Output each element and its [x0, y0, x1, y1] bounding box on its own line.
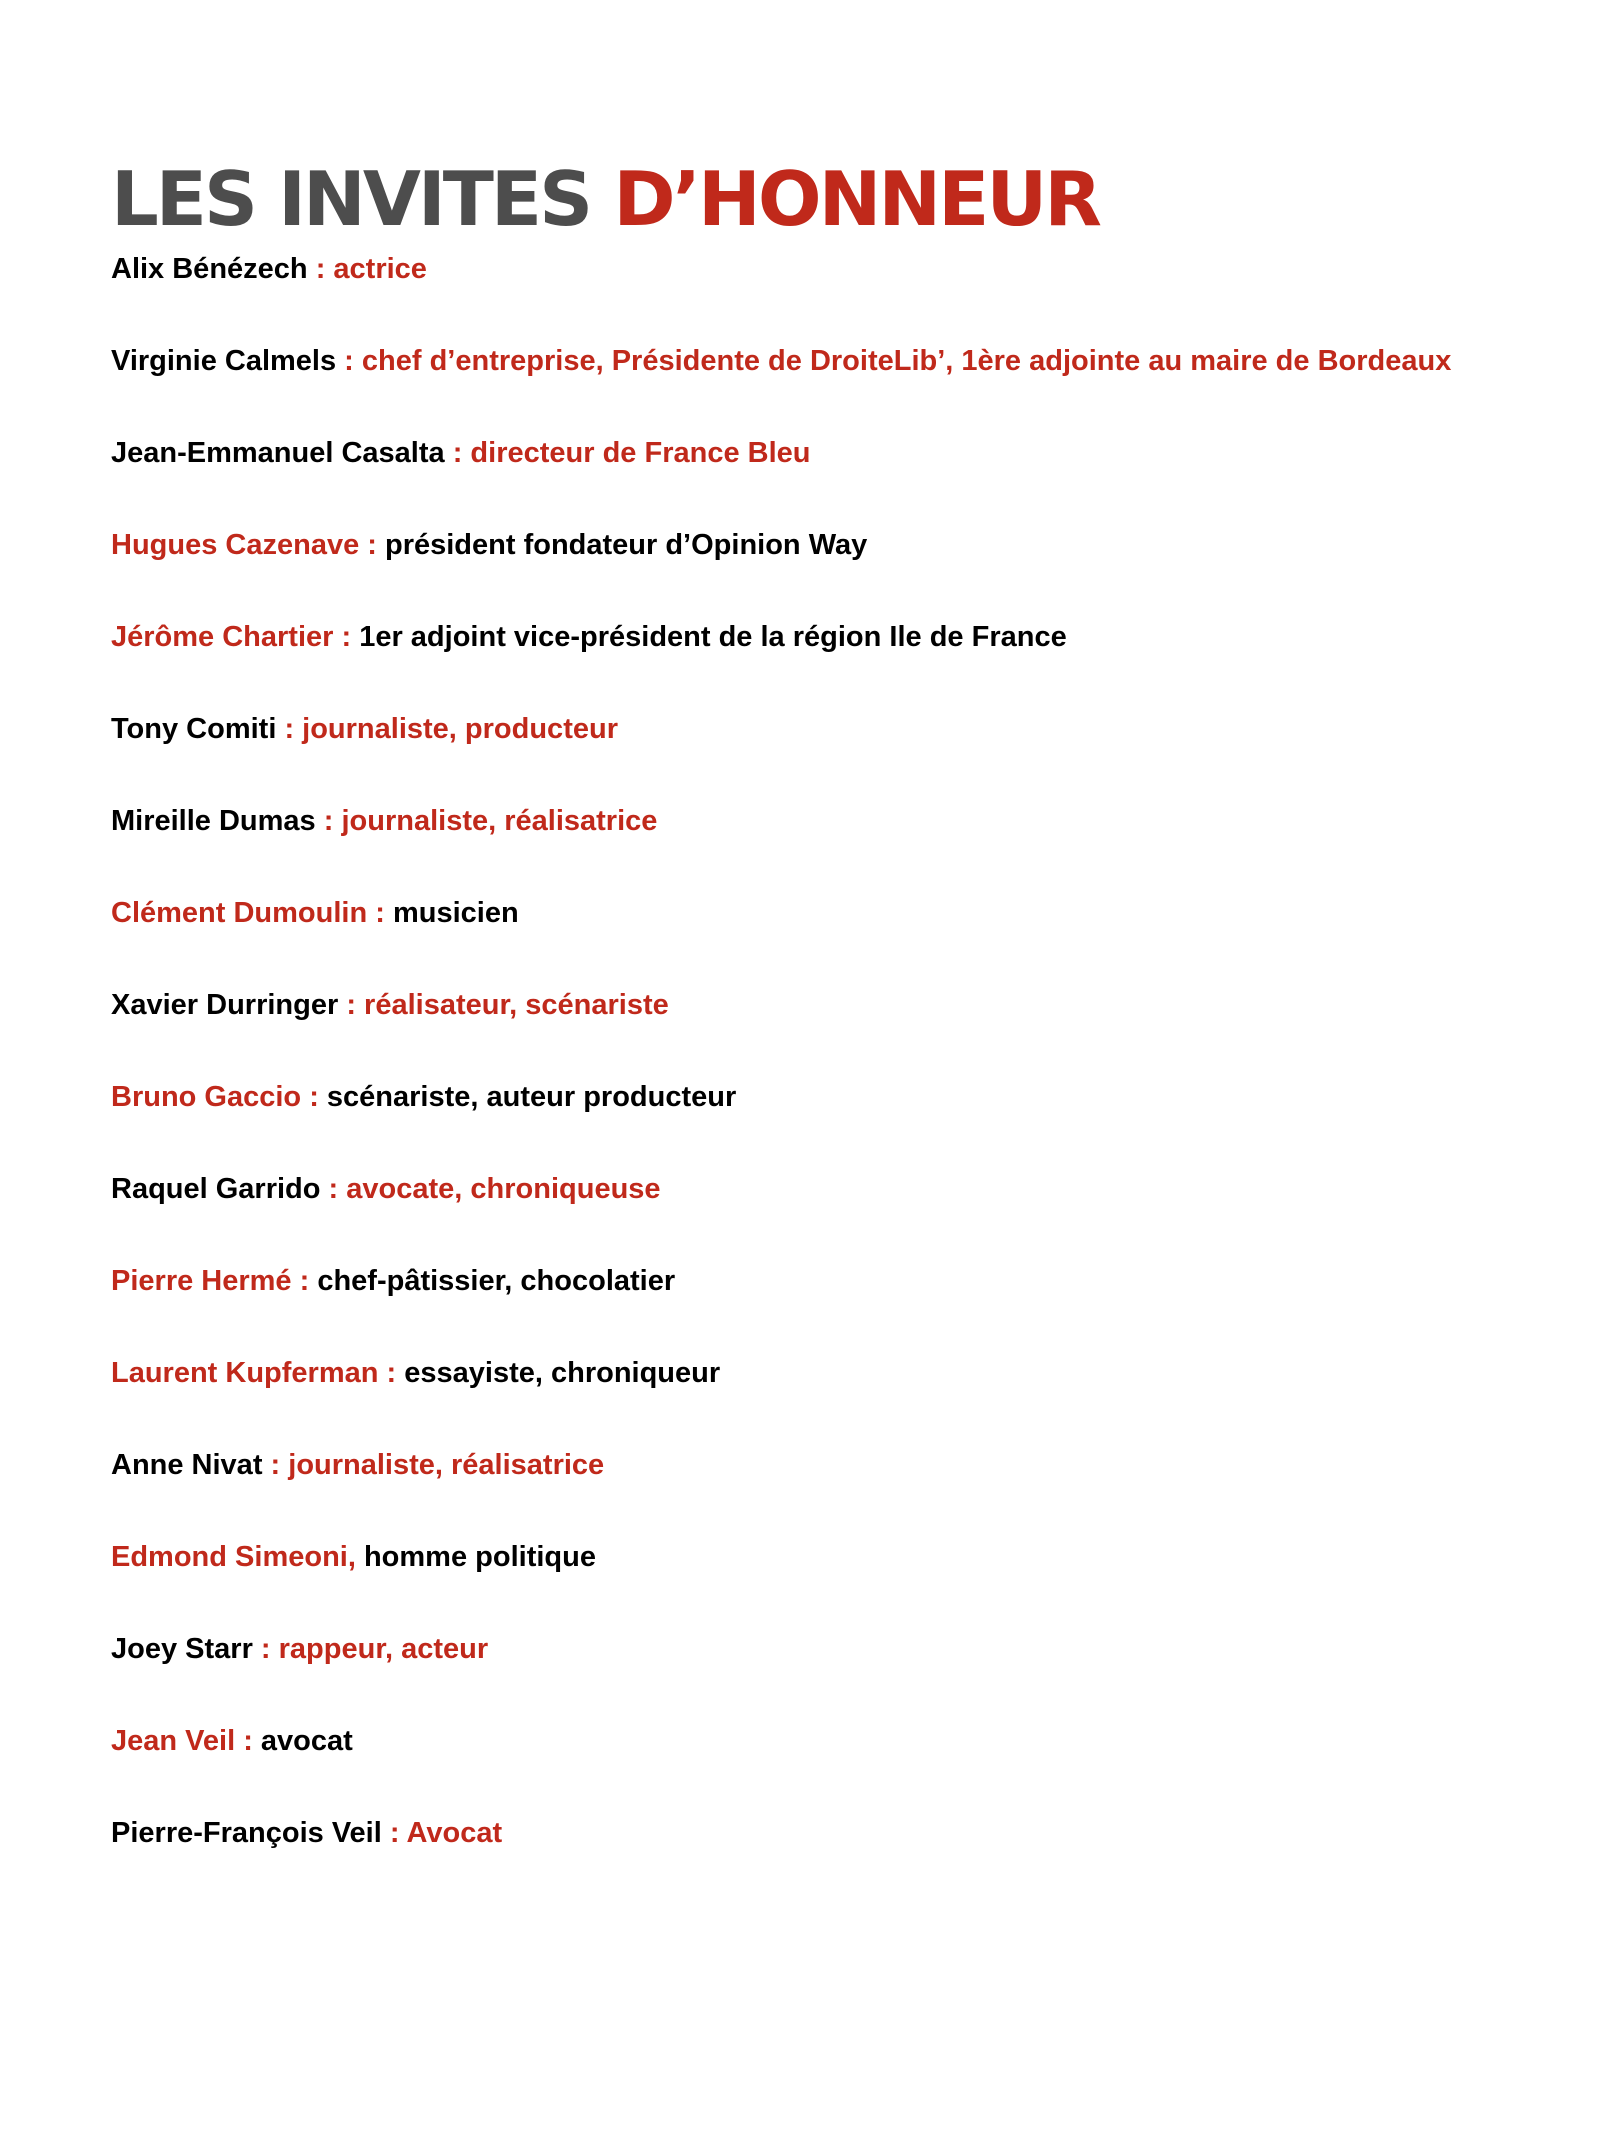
guest-role: musicien	[392, 897, 519, 929]
guest-role: : Avocat	[381, 1817, 503, 1849]
guest-name: Jean Veil :	[111, 1725, 261, 1757]
guest-name: Alix Bénézech	[111, 253, 308, 285]
guest-entry	[111, 432, 1491, 474]
guest-entry	[111, 1536, 1491, 1578]
guest-name: Pierre-François Veil	[111, 1817, 382, 1849]
guest-entry	[111, 1076, 1491, 1118]
guest-entry	[111, 1352, 1491, 1394]
guest-entry	[111, 524, 1491, 566]
guest-name: Hugues Cazenave :	[111, 529, 385, 561]
guest-entry	[111, 708, 1491, 750]
guest-name: Mireille Dumas	[111, 805, 316, 837]
guest-role: : avocate, chroniqueuse	[320, 1173, 661, 1205]
guest-entry	[111, 800, 1491, 842]
guest-name: Joey Starr	[111, 1633, 253, 1665]
title-part-gray: LES INVITES	[111, 155, 591, 243]
guest-role: chef-pâtissier, chocolatier	[317, 1265, 676, 1297]
guest-name: Edmond Simeoni,	[111, 1541, 364, 1573]
guest-entry	[111, 340, 1491, 382]
guest-name: Tony Comiti	[111, 713, 277, 745]
title-part-red: D’HONNEUR	[613, 155, 1100, 243]
guest-role: : journaliste, producteur	[276, 713, 618, 745]
guest-name: Jérôme Chartier :	[111, 621, 360, 653]
guest-entry	[111, 248, 1491, 290]
guest-entry	[111, 1812, 1491, 1854]
guest-name: Clément Dumoulin :	[111, 897, 393, 929]
guest-role: président fondateur d’Opinion Way	[384, 529, 868, 561]
document-page	[111, 150, 1491, 1904]
guest-list	[111, 248, 1491, 1854]
guest-entry	[111, 1260, 1491, 1302]
guest-name: Pierre Hermé :	[111, 1265, 318, 1297]
guest-name: Xavier Durringer	[111, 989, 339, 1021]
guest-entry	[111, 984, 1491, 1026]
guest-role: : journaliste, réalisatrice	[262, 1449, 605, 1481]
guest-role: : journaliste, réalisatrice	[315, 805, 658, 837]
guest-role: : actrice	[307, 253, 427, 285]
guest-role: essayiste, chroniqueur	[404, 1357, 721, 1389]
guest-entry	[111, 1168, 1491, 1210]
guest-role: 1er adjoint vice-président de la région Ile de France	[359, 621, 1067, 653]
guest-name: Jean-Emmanuel Casalta	[111, 437, 445, 469]
guest-role: homme politique	[363, 1541, 596, 1573]
guest-role: avocat	[260, 1725, 353, 1757]
guest-role: : réalisateur, scénariste	[338, 989, 669, 1021]
guest-name: Raquel Garrido	[111, 1173, 321, 1205]
guest-entry	[111, 616, 1491, 658]
guest-name: Anne Nivat	[111, 1449, 263, 1481]
guest-name: Laurent Kupferman :	[111, 1357, 405, 1389]
guest-role: scénariste, auteur producteur	[326, 1081, 737, 1113]
guest-name: Bruno Gaccio :	[111, 1081, 327, 1113]
guest-entry	[111, 1720, 1491, 1762]
guest-role: : chef d’entreprise, Présidente de DroiteLib’, 1ère adjointe au maire de Bordeaux	[336, 345, 1452, 377]
guest-role: : directeur de France Bleu	[444, 437, 811, 469]
guest-role: : rappeur, acteur	[252, 1633, 489, 1665]
guest-name: Virginie Calmels	[111, 345, 337, 377]
guest-entry	[111, 1628, 1491, 1670]
guest-entry	[111, 1444, 1491, 1486]
page-title	[111, 150, 1491, 248]
guest-entry	[111, 892, 1491, 934]
